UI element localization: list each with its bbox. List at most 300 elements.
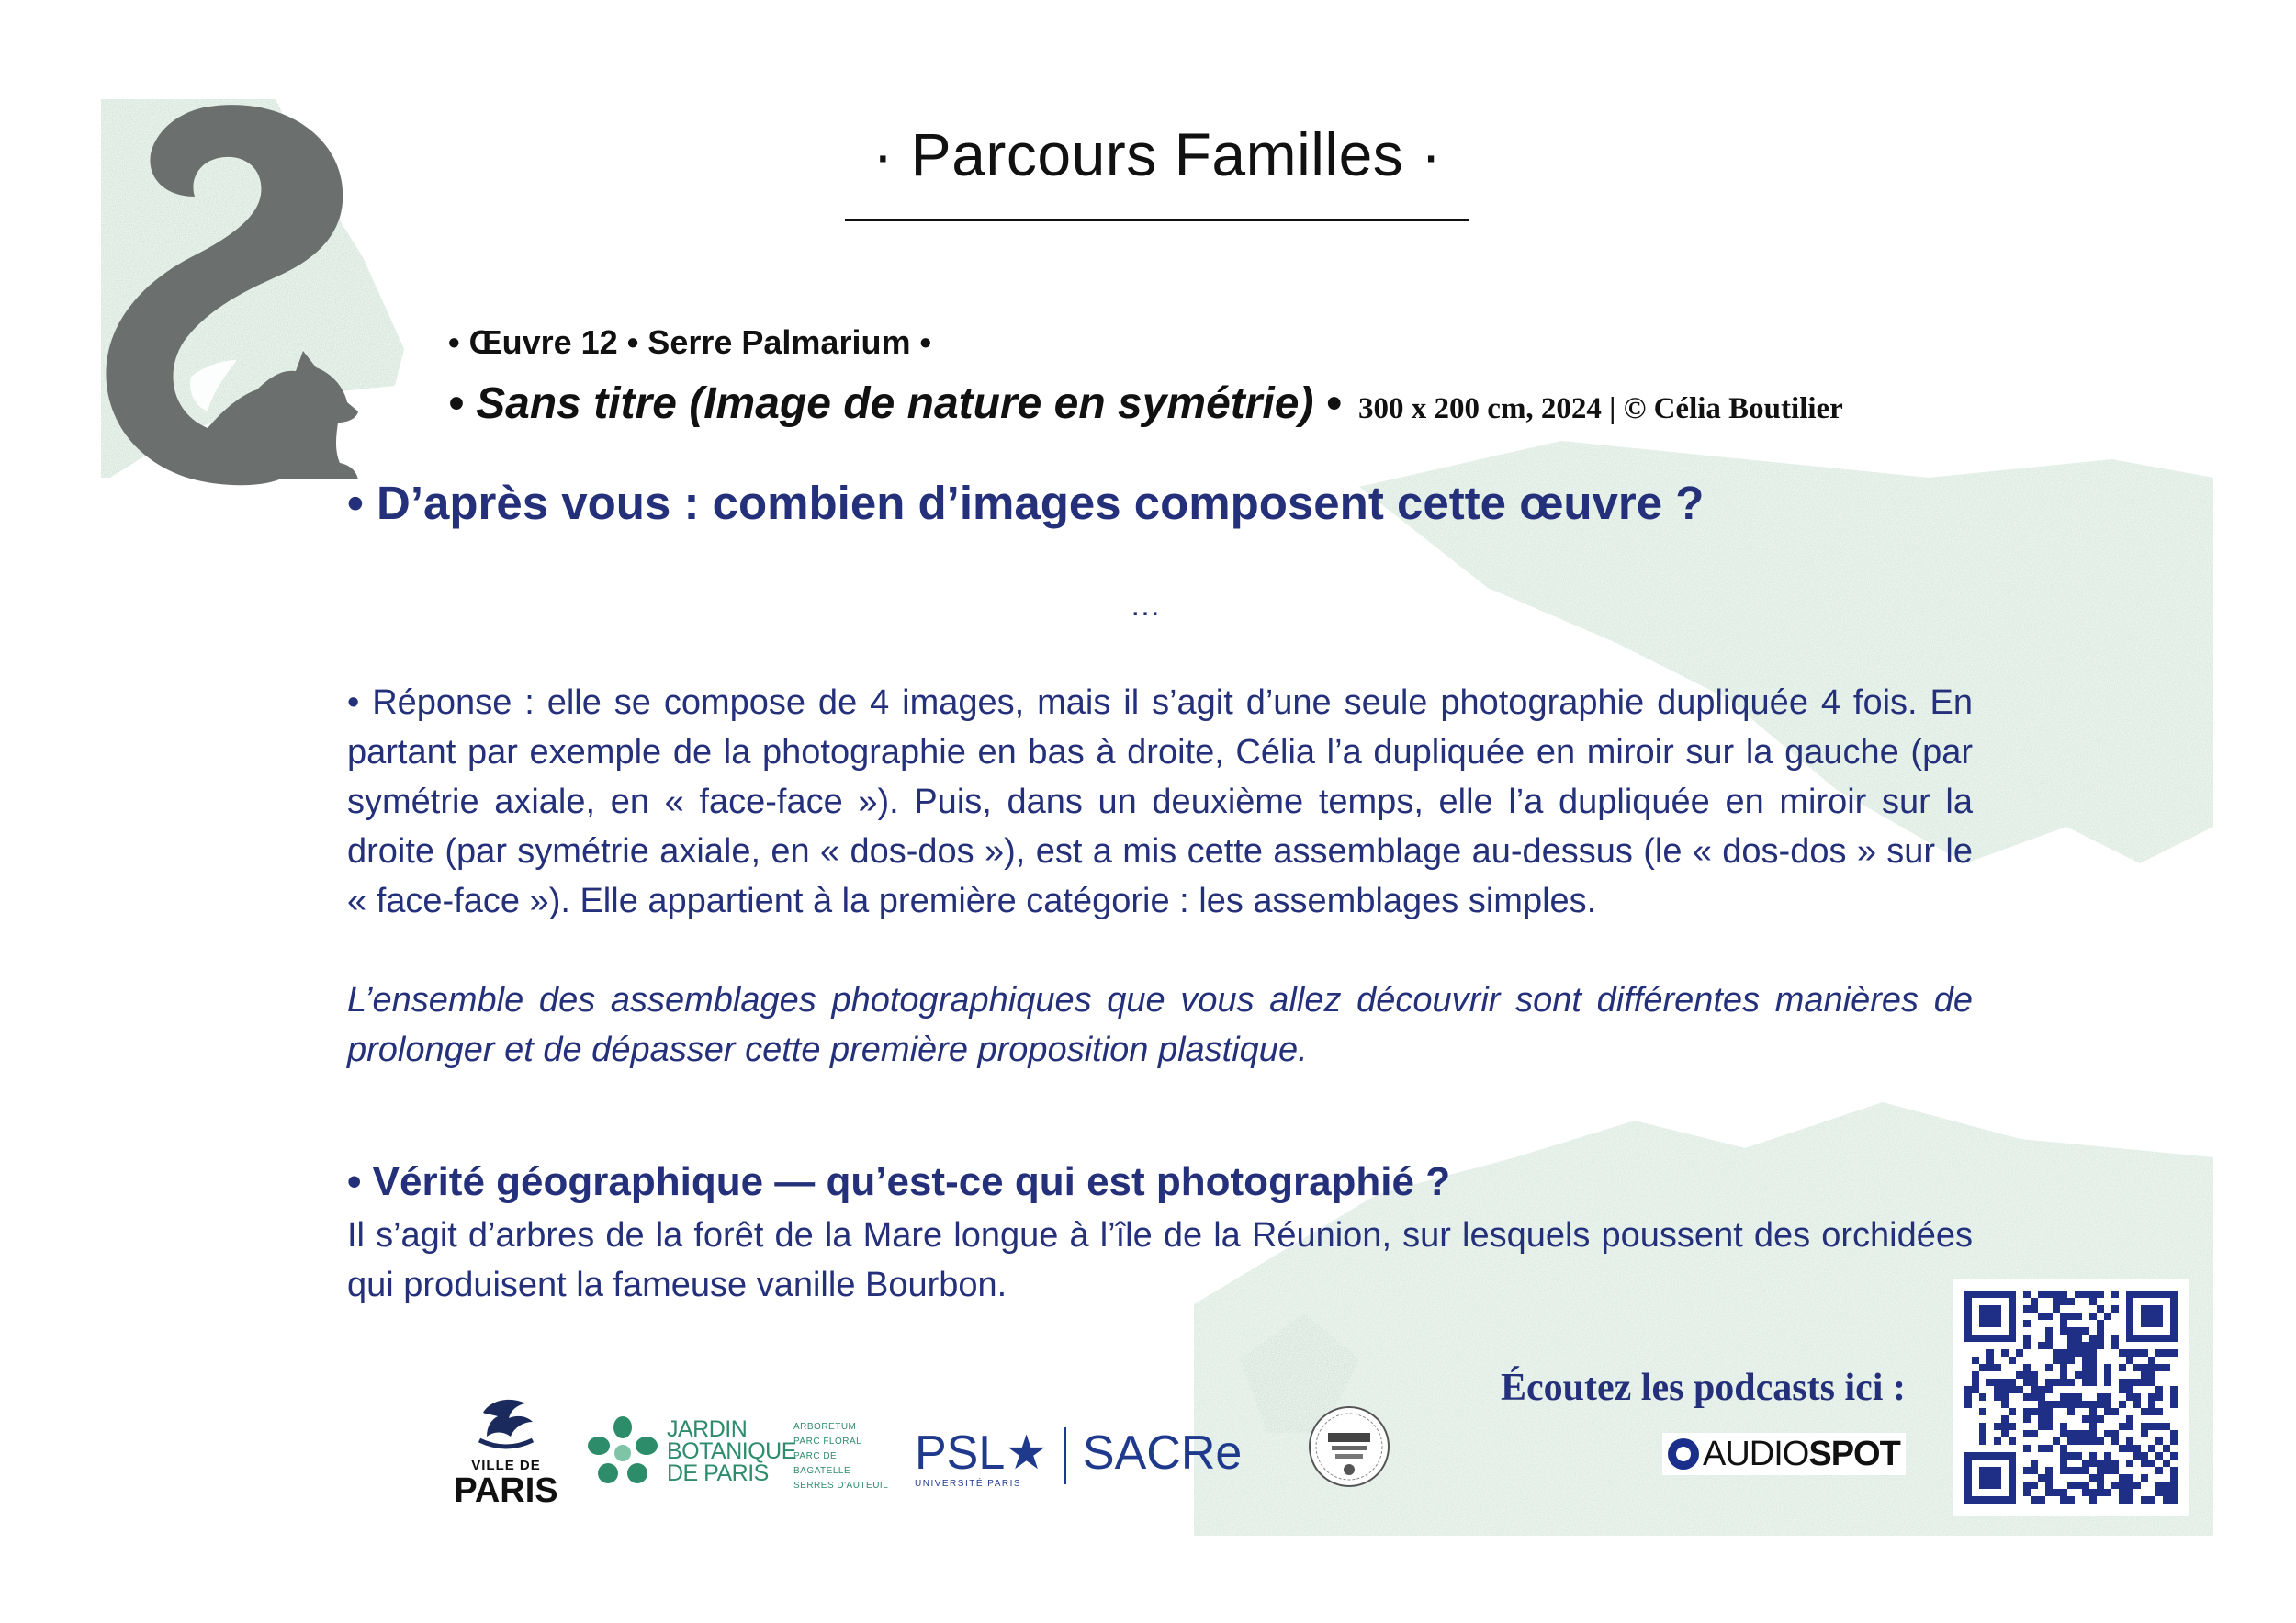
qr-module [2133,1349,2141,1357]
qr-module [2089,1349,2097,1357]
qr-module [2170,1401,2178,1408]
qr-module [2133,1482,2141,1489]
qr-module [2067,1357,2075,1364]
qr-module [2170,1393,2178,1401]
qr-module [2104,1467,2111,1474]
qr-module [2170,1452,2178,1460]
qr-module [2045,1386,2053,1393]
qr-module [2104,1401,2111,1408]
qr-module [2001,1423,2009,1430]
qr-module [2023,1430,2031,1437]
qr-module [2009,1408,2016,1415]
qr-module [2045,1327,2053,1335]
qr-module [2038,1415,2045,1423]
qr-module [2082,1401,2089,1408]
qr-module [2097,1320,2104,1327]
qr-module [2060,1423,2067,1430]
qr-module [2155,1437,2163,1445]
qr-module [2097,1415,2104,1423]
qr-module [2075,1313,2082,1320]
qr-module [2060,1327,2067,1335]
qr-module [2016,1349,2023,1357]
qr-module [1972,1379,1979,1386]
qr-module [2155,1408,2163,1415]
qr-module [1979,1393,1986,1401]
qr-module [2082,1415,2089,1423]
qr-module [2023,1393,2031,1401]
qr-module [2126,1423,2133,1430]
qr-module [2082,1489,2089,1496]
logo-museum [1308,1405,1390,1488]
oeuvre-line: • Œuvre 12 • Serre Palmarium • [448,323,932,361]
qr-module [2141,1460,2148,1467]
jardin-sites-list [793,1420,896,1493]
qr-module [2133,1401,2141,1408]
qr-module [2082,1437,2089,1445]
qr-module [2155,1423,2163,1430]
qr-module [2163,1482,2170,1489]
qr-module [1979,1437,1986,1445]
qr-module [2009,1386,2016,1393]
qr-module [2075,1291,2082,1298]
qr-module [2119,1482,2126,1489]
qr-module [2163,1445,2170,1452]
qr-module [2031,1393,2038,1401]
qr-module [2060,1401,2067,1408]
qr-module [2111,1305,2119,1313]
qr-module [2104,1408,2111,1415]
qr-module [2031,1305,2038,1313]
qr-module [2053,1379,2060,1386]
qr-module [2016,1386,2023,1393]
qr-module [2060,1379,2067,1386]
answer-note: L’ensemble des assemblages photographiques que vous allez découvrir sont différentes manières de prolonger et de dépasser cette première proposition plastique. [347,981,1973,1069]
qr-module [2045,1379,2053,1386]
qr-code-icon[interactable] [1953,1279,2189,1516]
qr-module [2097,1335,2104,1342]
qr-module [2023,1371,2031,1379]
qr-module [2097,1437,2104,1445]
qr-module [2119,1489,2126,1496]
qr-module [2023,1489,2031,1496]
qr-module [2111,1408,2119,1415]
qr-module [2097,1291,2104,1298]
qr-module [2126,1474,2133,1482]
qr-module [1964,1401,1972,1408]
sacre-wordmark: SACRe [1082,1426,1243,1480]
qr-module [2075,1335,2082,1342]
qr-module [2111,1437,2119,1445]
audiospot-brand-bold: SPOT [1808,1434,1900,1473]
qr-module [2060,1430,2067,1437]
qr-module [2060,1452,2067,1460]
qr-module [2060,1393,2067,1401]
qr-module [1979,1423,1986,1430]
qr-module [2082,1357,2089,1364]
qr-module [1986,1364,1994,1371]
qr-module [2089,1408,2097,1415]
qr-module [2001,1393,2009,1401]
artwork-title: • Sans titre (Image de nature en symétrie) • [448,379,1342,428]
qr-module [2089,1489,2097,1496]
qr-module [2045,1482,2053,1489]
qr-module [2089,1364,2097,1371]
paris-boat-icon [474,1394,538,1451]
qr-module [2031,1482,2038,1489]
qr-module [2097,1305,2104,1313]
jardin-line-3: DE PARIS [667,1460,769,1486]
qr-module [2170,1467,2178,1474]
qr-module [2082,1482,2089,1489]
qr-module [2053,1291,2060,1298]
qr-module [2148,1401,2155,1408]
qr-module [2067,1496,2075,1504]
qr-module [2126,1386,2133,1393]
qr-module [2023,1335,2031,1342]
qr-module [2170,1437,2178,1445]
qr-module [2111,1335,2119,1342]
qr-module [2060,1298,2067,1305]
qr-module [1994,1393,2001,1401]
qr-module [2141,1423,2148,1430]
artwork-credit: 300 x 200 cm, 2024 | © Célia Boutilier [1358,392,1843,425]
qr-module [2009,1379,2016,1386]
qr-module [2067,1408,2075,1415]
qr-module [2126,1357,2133,1364]
qr-module [1994,1386,2001,1393]
qr-module [2089,1423,2097,1430]
squirrel-icon [99,101,393,505]
jardin-line-2: BOTANIQUE [667,1438,796,1464]
qr-module [2031,1496,2038,1504]
jardin-site-4: SERRES D'AUTEUIL [793,1481,889,1491]
qr-module [2089,1371,2097,1379]
qr-module [2163,1489,2170,1496]
qr-module [2045,1489,2053,1496]
qr-module [2126,1349,2133,1357]
qr-module [2170,1349,2178,1357]
qr-module [2045,1423,2053,1430]
qr-module [2023,1379,2031,1386]
qr-module [2067,1379,2075,1386]
qr-module [2097,1342,2104,1349]
qr-module [2023,1482,2031,1489]
qr-module [2089,1291,2097,1298]
qr-module [2060,1357,2067,1364]
jardin-site-3: PARC DE BAGATELLE [793,1451,851,1476]
qr-module [2067,1298,2075,1305]
qr-module [2031,1371,2038,1379]
qr-module [2104,1313,2111,1320]
qr-module [2001,1379,2009,1386]
qr-module [2009,1437,2016,1445]
qr-module [2067,1437,2075,1445]
qr-module [1972,1386,1979,1393]
qr-module [2104,1393,2111,1401]
qr-module [1964,1386,1972,1393]
qr-module [2126,1379,2133,1386]
qr-module [2023,1364,2031,1371]
qr-module [2075,1430,2082,1437]
qr-module [2111,1342,2119,1349]
qr-module [1994,1437,2001,1445]
qr-module [2038,1393,2045,1401]
qr-module [2126,1437,2133,1445]
qr-module [2170,1430,2178,1437]
jardin-botanique-wordmark [667,1418,796,1484]
ville-de-label: VILLE DE [471,1458,541,1473]
qr-module [2075,1393,2082,1401]
qr-module [2082,1467,2089,1474]
audiospot-wordmark [1703,1435,1900,1474]
qr-module [2148,1364,2155,1371]
audiospot-logo-icon [1668,1438,1699,1470]
qr-module [2067,1313,2075,1320]
qr-module [2141,1496,2148,1504]
qr-module [2163,1496,2170,1504]
qr-module [2104,1371,2111,1379]
qr-module [2045,1467,2053,1474]
qr-module [2141,1379,2148,1386]
qr-module [1972,1357,1979,1364]
qr-module [2089,1298,2097,1305]
qr-module [2067,1430,2075,1437]
qr-module [2045,1401,2053,1408]
qr-module [2001,1349,2009,1357]
qr-module [2045,1415,2053,1423]
qr-module [2045,1342,2053,1349]
verite-heading: • Vérité géographique — qu’est-ce qui est photographié ? [347,1159,1451,1204]
qr-module [2133,1364,2141,1371]
qr-module [2023,1305,2031,1313]
qr-module [2038,1386,2045,1393]
qr-module [2045,1291,2053,1298]
qr-module [1964,1393,1972,1401]
qr-module [2023,1415,2031,1423]
qr-module [2126,1415,2133,1423]
qr-module [2023,1467,2031,1474]
jardin-line-1: JARDIN [667,1416,748,1442]
qr-module [2119,1474,2126,1482]
qr-module [2082,1371,2089,1379]
qr-module [1986,1357,1994,1364]
qr-module [2097,1474,2104,1482]
qr-module [2089,1430,2097,1437]
qr-module [2148,1371,2155,1379]
qr-module [2148,1496,2155,1504]
qr-module [2001,1430,2009,1437]
logo-psl-sacre [915,1427,1242,1501]
qr-module [2126,1393,2133,1401]
qr-module [2141,1408,2148,1415]
qr-module [2170,1386,2178,1393]
qr-module [2031,1379,2038,1386]
qr-module [2082,1430,2089,1437]
qr-module [2045,1408,2053,1415]
qr-module [2111,1430,2119,1437]
qr-module [2038,1313,2045,1320]
qr-module [2141,1371,2148,1379]
qr-module [2060,1445,2067,1452]
star-icon: ★ [1005,1426,1048,1480]
qr-module [2126,1460,2133,1467]
podcast-label: Écoutez les podcasts ici : [1501,1367,1906,1409]
qr-module [2170,1496,2178,1504]
verite-body: Il s’agit d’arbres de la forêt de la Mare longue à l’île de la Réunion, sur lesquels poussent des orchidées qui produisent la fameuse vanille Bourbon. [347,1216,1973,1304]
qr-module [1986,1349,1994,1357]
audiospot-link[interactable] [1662,1433,1906,1475]
page-title: · Parcours Familles · [872,120,1442,188]
qr-module [2023,1408,2031,1415]
qr-module [2023,1445,2031,1452]
psl-name: PSL [915,1426,1006,1480]
qr-module [2119,1496,2126,1504]
qr-module [2141,1430,2148,1437]
qr-module [2031,1298,2038,1305]
qr-module [2031,1467,2038,1474]
qr-module [2031,1408,2038,1415]
jardin-flower-icon [584,1414,661,1492]
qr-module [2001,1386,2009,1393]
qr-module [2170,1489,2178,1496]
qr-module [2038,1291,2045,1298]
qr-module [2038,1423,2045,1430]
qr-module [2089,1401,2097,1408]
audiospot-brand-light: AUDIO [1703,1434,1809,1473]
qr-module [2111,1460,2119,1467]
qr-module [2155,1482,2163,1489]
qr-module [2060,1349,2067,1357]
qr-module [1994,1379,2001,1386]
qr-module [2155,1386,2163,1393]
qr-module [2141,1474,2148,1482]
artwork-line [448,378,1843,429]
qr-module [2060,1489,2067,1496]
qr-module [2075,1327,2082,1335]
qr-module [2082,1460,2089,1467]
qr-module [2082,1364,2089,1371]
qr-module [2119,1386,2126,1393]
qr-module [2067,1342,2075,1349]
qr-module [2075,1349,2082,1357]
qr-module [2075,1437,2082,1445]
qr-module [2097,1327,2104,1335]
qr-module [2038,1445,2045,1452]
qr-module [2148,1460,2155,1467]
qr-module [2163,1364,2170,1371]
qr-module [2001,1401,2009,1408]
qr-module [2067,1467,2075,1474]
qr-module [2111,1467,2119,1474]
qr-module [2104,1452,2111,1460]
qr-module [2133,1379,2141,1386]
qr-module [2045,1474,2053,1482]
qr-module [2163,1423,2170,1430]
qr-module [2111,1482,2119,1489]
qr-module [2082,1342,2089,1349]
qr-module [2075,1342,2082,1349]
qr-module [2045,1364,2053,1371]
qr-module [2155,1393,2163,1401]
qr-module [2170,1482,2178,1489]
psl-wordmark [915,1427,1048,1479]
qr-module [2119,1379,2126,1386]
qr-module [2155,1364,2163,1371]
qr-module [2082,1327,2089,1335]
qr-module [1979,1364,1986,1371]
qr-module [1979,1408,1986,1415]
qr-module [2067,1349,2075,1357]
qr-module [2097,1467,2104,1474]
qr-module [2119,1445,2126,1452]
qr-module [2119,1401,2126,1408]
answer-block [347,678,1973,1075]
qr-module [2031,1386,2038,1393]
qr-module [2097,1460,2104,1467]
qr-module [2089,1474,2097,1482]
qr-module [2104,1430,2111,1437]
qr-module [2148,1423,2155,1430]
qr-module [1979,1430,1986,1437]
qr-module [2060,1364,2067,1371]
qr-module [2148,1445,2155,1452]
qr-module [2060,1467,2067,1474]
qr-module [2111,1291,2119,1298]
qr-module [2097,1489,2104,1496]
qr-module [2060,1496,2067,1504]
qr-module [2097,1482,2104,1489]
qr-module [2155,1467,2163,1474]
qr-module [2089,1452,2097,1460]
psl-subtitle: UNIVERSITÉ PARIS [915,1479,1022,1489]
qr-module [2089,1357,2097,1364]
psl-separator [1064,1427,1066,1484]
qr-module [2009,1357,2016,1364]
qr-module [2075,1452,2082,1460]
qr-module [2053,1298,2060,1305]
qr-module [2053,1349,2060,1357]
qr-module [2038,1496,2045,1504]
qr-module [1986,1379,1994,1386]
qr-module [2075,1482,2082,1489]
qr-module [2148,1379,2155,1386]
qr-module [2075,1401,2082,1408]
qr-module [2082,1349,2089,1357]
title-underline [845,219,1469,221]
qr-module [2155,1489,2163,1496]
qr-module [2067,1327,2075,1335]
qr-module [2038,1474,2045,1482]
qr-module [2045,1313,2053,1320]
jardin-site-2: PARC FLORAL [793,1437,862,1447]
qr-module [2031,1460,2038,1467]
qr-module [2067,1401,2075,1408]
ellipsis: … [1130,588,1163,623]
qr-module [2075,1371,2082,1379]
qr-module [2148,1408,2155,1415]
qr-module [2141,1364,2148,1371]
qr-module [2170,1474,2178,1482]
qr-module [2060,1291,2067,1298]
qr-module [2104,1489,2111,1496]
qr-module [2163,1460,2170,1467]
qr-module [2155,1349,2163,1357]
answer-paragraph: • Réponse : elle se compose de 4 images, mais il s’agit d’une seule photographie dupliquée 4 fois. En partant par exemple de la photographie en bas à droite, Célia l’a dupliquée en miroir sur la gauche (par symétrie axiale, en « face-face »). Puis, dans un deuxième temps, elle l’a dupliquée en miroir sur la droite (par symétrie axiale, en « dos-dos »), est a mis cette assemblage au-dessus (le « dos-dos » sur le « face-face »). Elle appartient à la première catégorie : les assemblages simples. [347,683,1973,920]
qr-module [2126,1445,2133,1452]
qr-module [2053,1489,2060,1496]
paris-label: PARIS [454,1471,558,1510]
qr-module [2053,1401,2060,1408]
